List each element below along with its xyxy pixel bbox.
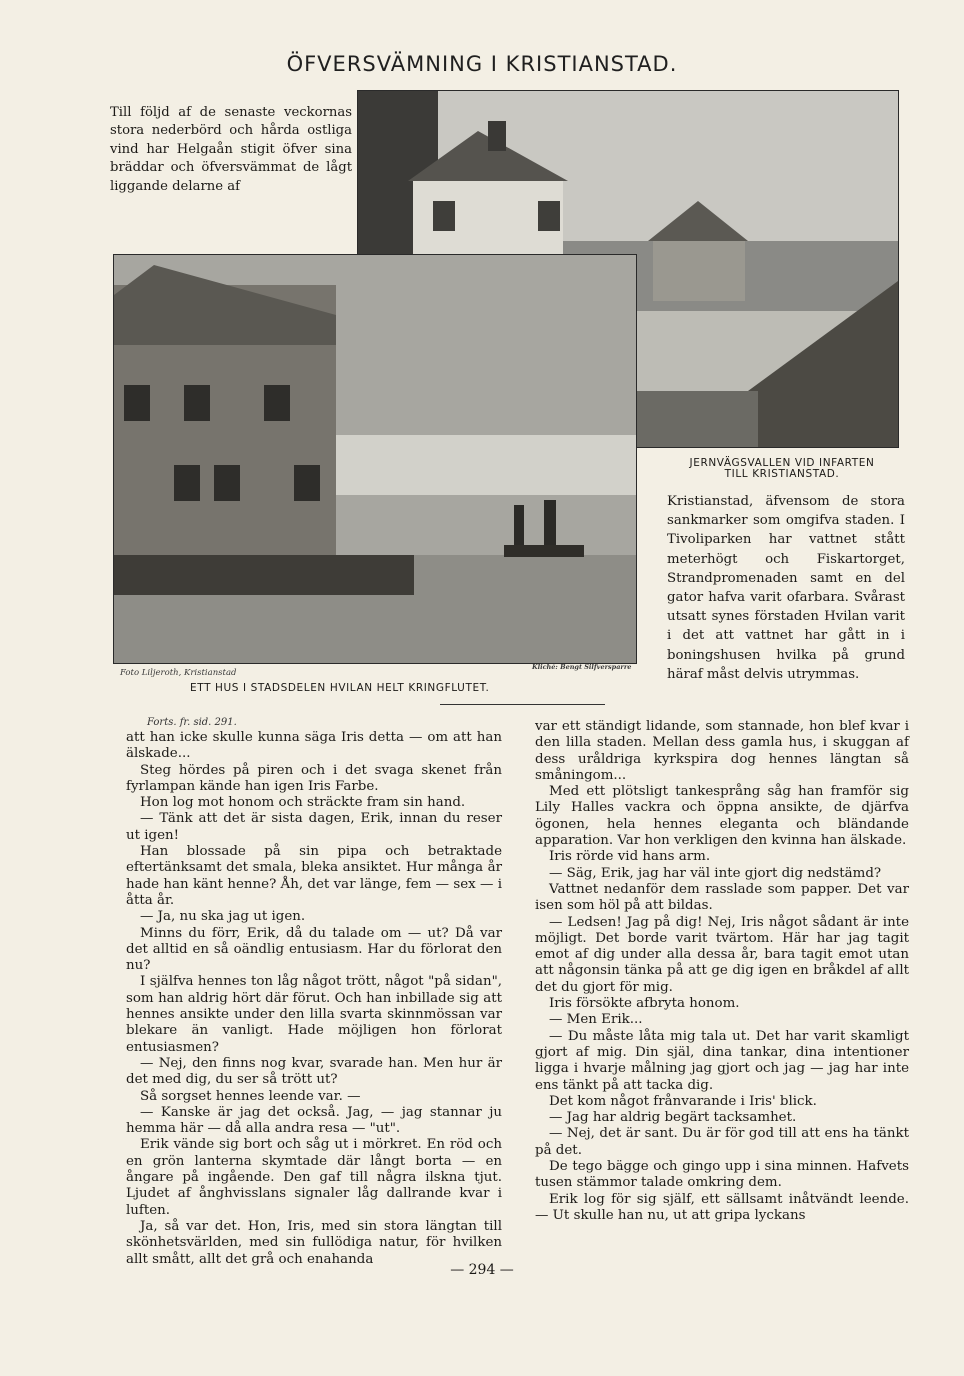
paragraph: — Ledsen! Jag på dig! Nej, Iris något sådant är inte möjligt. Det borde varit tvärtom. Här har jag tagit emot af dig under alla dessa år, bara tagit emot utan att någonsin tänka på att ge dig igen en bråkdel af allt det du gjort för mig. — [535, 914, 909, 995]
paragraph: var ett ständigt lidande, som stannade, hon blef kvar i den lilla staden. Mellan dess gamla hus, i skuggan af dess uråldriga kyrkspira dog hennes längtan så småningom... — [535, 719, 909, 783]
paragraph: Så sorgset hennes leende var. — — [140, 1088, 361, 1104]
story-column-left — [126, 730, 502, 1268]
story-column-right — [535, 719, 909, 1224]
paragraph: — Ja, nu ska jag ut igen. — [140, 909, 306, 925]
photo-bottom-image — [114, 255, 636, 663]
paragraph: — Kanske är jag det också. Jag, — jag stannar ju hemma här — då alla andra resa — "ut". — [126, 1104, 502, 1137]
paragraph: — Nej, det är sant. Du är för god till att ens ha tänkt på det. — [535, 1126, 909, 1158]
paragraph: Han blossade på sin pipa och betraktade eftertänksamt det smala, bleka ansiktet. Hur många år hade han känt henne? Åh, det var länge, fem — sex — i åtta år. — [126, 844, 502, 908]
paragraph: — Tänk att det är sista dagen, Erik, innan du reser ut igen! — [126, 811, 502, 843]
paragraph: — Men Erik... — [549, 1012, 643, 1028]
paragraph: — Jag har aldrig begärt tacksamhet. — [549, 1110, 797, 1126]
continued-note: Forts. fr. sid. 291. — [147, 717, 237, 728]
paragraph: Steg hördes på piren och i det svaga skenet från fyrlampan kände han igen Iris Farbe. — [126, 762, 502, 794]
intro-text: Till följd af de senaste veckornas stora nederbörd och hårda ostliga vind har Helgaån stigit öfver sina bräddar och öfversvämmat de lågt liggande delarne af — [110, 105, 352, 194]
side-text: Kristianstad, äfvensom de stora sankmarker som omgifva staden. I Tivoliparken har vattnet stått meterhögt och Fiskartorget, Strandpromenaden samt en del gator hafva varit ofarbara. Svårast utsatt synes förstaden Hvilan varit i det att vattnet har gått in i boningshusen hvilka på grund häraf måst delvis utrymmas. — [667, 494, 905, 682]
caption-railway-line1: JERNVÄGSVALLEN VID INFARTEN — [689, 457, 875, 469]
paragraph: Det kom något frånvarande i Iris' blick. — [549, 1093, 817, 1109]
caption-flooded-house: ETT HUS I STADSDELEN HVILAN HELT KRINGFLUTET. — [190, 682, 490, 694]
page-number: — 294 — — [450, 1262, 514, 1278]
paragraph: — Nej, den finns nog kvar, svarade han. Men hur är det med dig, du ser så trött ut? — [126, 1055, 502, 1088]
caption-railway — [664, 458, 900, 480]
paragraph: Erik log för sig själf, ett sällsamt inåtvändt leende. — Ut skulle han nu, ut att gripa lyckans — [535, 1191, 909, 1223]
paragraph: Ja, så var det. Hon, Iris, med sin stora längtan till skönhetsvärlden, med sin fullödiga natur, för hvilken allt smått, allt det grå och enahanda — [126, 1218, 502, 1267]
paragraph: Erik vände sig bort och såg ut i mörkret. En röd och en grön lanterna skymtade där långt borta — en ångare på ingående. Den gaf till några ilskna tjut. Ljudet af ånghvisslans signaler låg dallrande kvar i luften. — [126, 1137, 502, 1218]
engraver-credit: Kliché: Bengt Silfversparre — [532, 663, 632, 671]
paragraph: Iris försökte afbryta honom. — [549, 996, 740, 1012]
paragraph: Med ett plötsligt tankesprång såg han framför sig Lily Halles vackra och öppna ansikte, de djärfva ögonen, hela hennes eleganta och bländande apparation. Var hon verkligen den kvinna han älskade. — [535, 784, 909, 849]
paragraph: — Säg, Erik, jag har väl inte gjort dig nedstämd? — [549, 865, 882, 881]
paragraph: Vattnet nedanför dem rasslade som papper. Det var isen som höl på att bildas. — [535, 881, 909, 914]
paragraph: — Du måste låta mig tala ut. Det har varit skamligt gjort af mig. Din själ, dina tankar, dina intentioner ligga i hvarje målning jag gjort och jag — jag har inte ens tänkt på att tacka dig. — [535, 1028, 909, 1093]
paragraph: I själfva hennes ton låg något trött, något "på sidan", som han aldrig hört där förut. Och han inbillade sig att hennes ansikte under den lilla svarta skinnmössan var blekare än vanligt. Hade möjligen hon förlorat entusiasmen? — [126, 974, 502, 1055]
paragraph: De tego bägge och gingo upp i sina minnen. Hafvets tusen stämmor talade omkring dem. — [535, 1159, 909, 1191]
photo-credit: Foto Liljeroth, Kristianstad — [120, 668, 237, 678]
divider-line — [440, 704, 605, 705]
article-title: ÖFVERSVÄMNING I KRISTIANSTAD. — [286, 52, 678, 76]
paragraph: Minns du förr, Erik, då du talade om — ut? Då var det alltid en så oändlig entusiasm. Har du förlorat den nu? — [126, 925, 502, 974]
caption-railway-line2: TILL KRISTIANSTAD. — [724, 468, 840, 480]
paragraph: Hon log mot honom och sträckte fram sin hand. — [140, 795, 466, 811]
photo-flooded-house — [113, 254, 637, 664]
paragraph: Iris rörde vid hans arm. — [549, 849, 711, 865]
paragraph: att han icke skulle kunna säga Iris detta — om att han älskade... — [126, 730, 502, 762]
